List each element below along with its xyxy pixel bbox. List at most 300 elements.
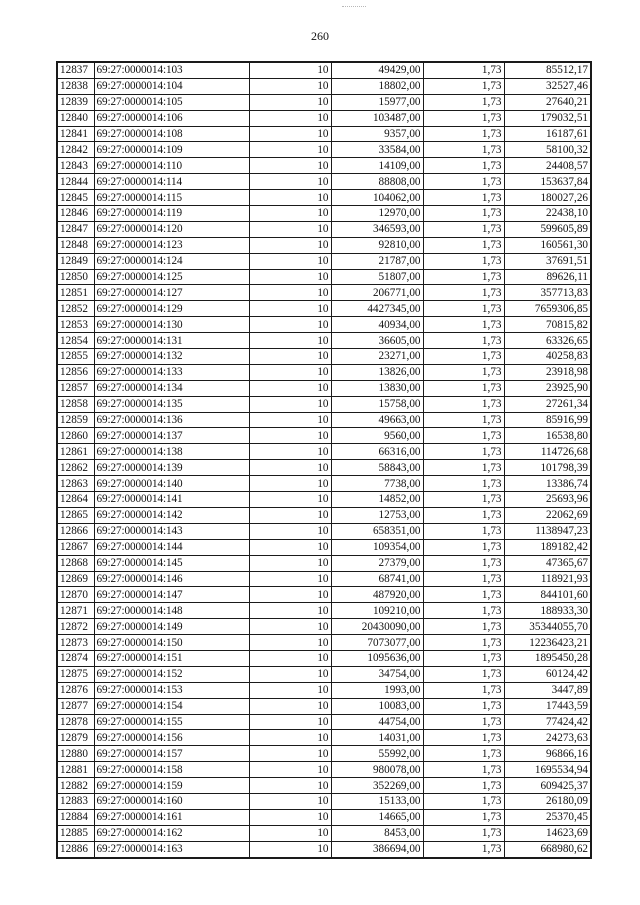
row-number-cell: 12839 <box>57 94 94 110</box>
cadastral-number-cell: 69:27:0000014:153 <box>94 682 249 698</box>
rate-cell: 10 <box>249 62 331 78</box>
cadastral-number-cell: 69:27:0000014:119 <box>94 206 249 222</box>
row-number-cell: 12856 <box>57 364 94 380</box>
table-row <box>57 444 591 460</box>
cadastral-number-cell: 69:27:0000014:127 <box>94 285 249 301</box>
cadastral-number-cell: 69:27:0000014:108 <box>94 126 249 142</box>
tax-amount-cell: 357713,83 <box>504 285 591 301</box>
tax-amount-cell: 118921,93 <box>504 571 591 587</box>
table-row <box>57 221 591 237</box>
rate-cell: 10 <box>249 206 331 222</box>
tax-amount-cell: 37691,51 <box>504 253 591 269</box>
cadastral-number-cell: 69:27:0000014:123 <box>94 237 249 253</box>
value-cell: 206771,00 <box>331 285 423 301</box>
row-number-cell: 12838 <box>57 78 94 94</box>
row-number-cell: 12874 <box>57 650 94 666</box>
cadastral-number-cell: 69:27:0000014:143 <box>94 523 249 539</box>
cadastral-number-cell: 69:27:0000014:137 <box>94 428 249 444</box>
value-cell: 13830,00 <box>331 380 423 396</box>
cadastral-number-cell: 69:27:0000014:147 <box>94 587 249 603</box>
table-row <box>57 349 591 365</box>
table-row <box>57 158 591 174</box>
rate-cell: 10 <box>249 349 331 365</box>
tax-amount-cell: 32527,46 <box>504 78 591 94</box>
coefficient-cell: 1,73 <box>423 635 504 651</box>
row-number-cell: 12881 <box>57 762 94 778</box>
row-number-cell: 12844 <box>57 174 94 190</box>
row-number-cell: 12842 <box>57 142 94 158</box>
table-row <box>57 587 591 603</box>
tax-amount-cell: 23918,98 <box>504 364 591 380</box>
coefficient-cell: 1,73 <box>423 78 504 94</box>
coefficient-cell: 1,73 <box>423 364 504 380</box>
row-number-cell: 12862 <box>57 460 94 476</box>
page-number: 260 <box>311 29 329 43</box>
row-number-cell: 12843 <box>57 158 94 174</box>
table-row <box>57 174 591 190</box>
table-row <box>57 825 591 841</box>
cadastral-number-cell: 69:27:0000014:109 <box>94 142 249 158</box>
value-cell: 51807,00 <box>331 269 423 285</box>
cadastral-number-cell: 69:27:0000014:151 <box>94 650 249 666</box>
table-row <box>57 237 591 253</box>
rate-cell: 10 <box>249 746 331 762</box>
value-cell: 4427345,00 <box>331 301 423 317</box>
row-number-cell: 12859 <box>57 412 94 428</box>
row-number-cell: 12837 <box>57 62 94 78</box>
table-row <box>57 476 591 492</box>
rate-cell: 10 <box>249 269 331 285</box>
coefficient-cell: 1,73 <box>423 333 504 349</box>
row-number-cell: 12853 <box>57 317 94 333</box>
row-number-cell: 12845 <box>57 190 94 206</box>
tax-amount-cell: 14623,69 <box>504 825 591 841</box>
tax-amount-cell: 7659306,85 <box>504 301 591 317</box>
rate-cell: 10 <box>249 825 331 841</box>
cadastral-number-cell: 69:27:0000014:148 <box>94 603 249 619</box>
coefficient-cell: 1,73 <box>423 666 504 682</box>
table-row <box>57 285 591 301</box>
value-cell: 13826,00 <box>331 364 423 380</box>
cadastral-number-cell: 69:27:0000014:138 <box>94 444 249 460</box>
value-cell: 14031,00 <box>331 730 423 746</box>
coefficient-cell: 1,73 <box>423 587 504 603</box>
tax-amount-cell: 25370,45 <box>504 809 591 825</box>
rate-cell: 10 <box>249 762 331 778</box>
tax-amount-cell: 17443,59 <box>504 698 591 714</box>
coefficient-cell: 1,73 <box>423 841 504 857</box>
rate-cell: 10 <box>249 158 331 174</box>
row-number-cell: 12883 <box>57 793 94 809</box>
tax-amount-cell: 16187,61 <box>504 126 591 142</box>
cadastral-number-cell: 69:27:0000014:154 <box>94 698 249 714</box>
coefficient-cell: 1,73 <box>423 301 504 317</box>
rate-cell: 10 <box>249 126 331 142</box>
value-cell: 9357,00 <box>331 126 423 142</box>
value-cell: 658351,00 <box>331 523 423 539</box>
cadastral-number-cell: 69:27:0000014:140 <box>94 476 249 492</box>
scan-speck <box>342 6 366 9</box>
coefficient-cell: 1,73 <box>423 793 504 809</box>
rate-cell: 10 <box>249 221 331 237</box>
rate-cell: 10 <box>249 619 331 635</box>
coefficient-cell: 1,73 <box>423 190 504 206</box>
rate-cell: 10 <box>249 714 331 730</box>
row-number-cell: 12872 <box>57 619 94 635</box>
rate-cell: 10 <box>249 253 331 269</box>
value-cell: 20430090,00 <box>331 619 423 635</box>
cadastral-number-cell: 69:27:0000014:162 <box>94 825 249 841</box>
cadastral-number-cell: 69:27:0000014:152 <box>94 666 249 682</box>
row-number-cell: 12855 <box>57 349 94 365</box>
cadastral-number-cell: 69:27:0000014:129 <box>94 301 249 317</box>
cadastral-number-cell: 69:27:0000014:149 <box>94 619 249 635</box>
tax-amount-cell: 101798,39 <box>504 460 591 476</box>
value-cell: 40934,00 <box>331 317 423 333</box>
cadastral-number-cell: 69:27:0000014:150 <box>94 635 249 651</box>
value-cell: 55992,00 <box>331 746 423 762</box>
table-row <box>57 126 591 142</box>
tax-amount-cell: 16538,80 <box>504 428 591 444</box>
cadastral-number-cell: 69:27:0000014:110 <box>94 158 249 174</box>
row-number-cell: 12880 <box>57 746 94 762</box>
tax-amount-cell: 77424,42 <box>504 714 591 730</box>
coefficient-cell: 1,73 <box>423 492 504 508</box>
coefficient-cell: 1,73 <box>423 237 504 253</box>
value-cell: 49429,00 <box>331 62 423 78</box>
coefficient-cell: 1,73 <box>423 396 504 412</box>
value-cell: 68741,00 <box>331 571 423 587</box>
tax-amount-cell: 3447,89 <box>504 682 591 698</box>
cadastral-number-cell: 69:27:0000014:131 <box>94 333 249 349</box>
table-row <box>57 523 591 539</box>
tax-amount-cell: 179032,51 <box>504 110 591 126</box>
value-cell: 109354,00 <box>331 539 423 555</box>
coefficient-cell: 1,73 <box>423 285 504 301</box>
table-row <box>57 778 591 794</box>
row-number-cell: 12857 <box>57 380 94 396</box>
cadastral-number-cell: 69:27:0000014:144 <box>94 539 249 555</box>
value-cell: 352269,00 <box>331 778 423 794</box>
table-row <box>57 841 591 857</box>
row-number-cell: 12865 <box>57 507 94 523</box>
tax-amount-cell: 40258,83 <box>504 349 591 365</box>
tax-amount-cell: 35344055,70 <box>504 619 591 635</box>
cadastral-number-cell: 69:27:0000014:145 <box>94 555 249 571</box>
row-number-cell: 12858 <box>57 396 94 412</box>
cadastral-number-cell: 69:27:0000014:130 <box>94 317 249 333</box>
value-cell: 18802,00 <box>331 78 423 94</box>
value-cell: 10083,00 <box>331 698 423 714</box>
row-number-cell: 12850 <box>57 269 94 285</box>
rate-cell: 10 <box>249 555 331 571</box>
rate-cell: 10 <box>249 603 331 619</box>
table-row <box>57 396 591 412</box>
row-number-cell: 12866 <box>57 523 94 539</box>
tax-amount-cell: 1138947,23 <box>504 523 591 539</box>
value-cell: 49663,00 <box>331 412 423 428</box>
coefficient-cell: 1,73 <box>423 571 504 587</box>
table-row <box>57 110 591 126</box>
coefficient-cell: 1,73 <box>423 698 504 714</box>
coefficient-cell: 1,73 <box>423 206 504 222</box>
rate-cell: 10 <box>249 635 331 651</box>
registry-table <box>56 61 592 859</box>
tax-amount-cell: 85916,99 <box>504 412 591 428</box>
tax-amount-cell: 25693,96 <box>504 492 591 508</box>
rate-cell: 10 <box>249 190 331 206</box>
rate-cell: 10 <box>249 142 331 158</box>
table-row <box>57 507 591 523</box>
cadastral-number-cell: 69:27:0000014:104 <box>94 78 249 94</box>
rate-cell: 10 <box>249 301 331 317</box>
value-cell: 14665,00 <box>331 809 423 825</box>
rate-cell: 10 <box>249 587 331 603</box>
tax-amount-cell: 153637,84 <box>504 174 591 190</box>
row-number-cell: 12876 <box>57 682 94 698</box>
row-number-cell: 12848 <box>57 237 94 253</box>
row-number-cell: 12868 <box>57 555 94 571</box>
coefficient-cell: 1,73 <box>423 507 504 523</box>
coefficient-cell: 1,73 <box>423 349 504 365</box>
table-row <box>57 206 591 222</box>
tax-amount-cell: 63326,65 <box>504 333 591 349</box>
value-cell: 88808,00 <box>331 174 423 190</box>
rate-cell: 10 <box>249 571 331 587</box>
row-number-cell: 12885 <box>57 825 94 841</box>
tax-amount-cell: 1895450,28 <box>504 650 591 666</box>
row-number-cell: 12870 <box>57 587 94 603</box>
rate-cell: 10 <box>249 682 331 698</box>
tax-amount-cell: 58100,32 <box>504 142 591 158</box>
value-cell: 92810,00 <box>331 237 423 253</box>
tax-amount-cell: 189182,42 <box>504 539 591 555</box>
cadastral-number-cell: 69:27:0000014:158 <box>94 762 249 778</box>
table-row <box>57 412 591 428</box>
cadastral-number-cell: 69:27:0000014:156 <box>94 730 249 746</box>
coefficient-cell: 1,73 <box>423 412 504 428</box>
row-number-cell: 12847 <box>57 221 94 237</box>
value-cell: 487920,00 <box>331 587 423 603</box>
row-number-cell: 12860 <box>57 428 94 444</box>
coefficient-cell: 1,73 <box>423 825 504 841</box>
value-cell: 14852,00 <box>331 492 423 508</box>
table-row <box>57 730 591 746</box>
cadastral-number-cell: 69:27:0000014:124 <box>94 253 249 269</box>
rate-cell: 10 <box>249 666 331 682</box>
value-cell: 104062,00 <box>331 190 423 206</box>
coefficient-cell: 1,73 <box>423 253 504 269</box>
table-row <box>57 364 591 380</box>
table-row <box>57 746 591 762</box>
row-number-cell: 12861 <box>57 444 94 460</box>
rate-cell: 10 <box>249 492 331 508</box>
row-number-cell: 12879 <box>57 730 94 746</box>
coefficient-cell: 1,73 <box>423 730 504 746</box>
row-number-cell: 12884 <box>57 809 94 825</box>
value-cell: 12753,00 <box>331 507 423 523</box>
tax-amount-cell: 96866,16 <box>504 746 591 762</box>
coefficient-cell: 1,73 <box>423 555 504 571</box>
table-row <box>57 635 591 651</box>
tax-amount-cell: 24408,57 <box>504 158 591 174</box>
row-number-cell: 12882 <box>57 778 94 794</box>
value-cell: 34754,00 <box>331 666 423 682</box>
rate-cell: 10 <box>249 412 331 428</box>
cadastral-number-cell: 69:27:0000014:146 <box>94 571 249 587</box>
table-row <box>57 809 591 825</box>
coefficient-cell: 1,73 <box>423 476 504 492</box>
table-row <box>57 269 591 285</box>
table-row <box>57 460 591 476</box>
tax-amount-cell: 26180,09 <box>504 793 591 809</box>
rate-cell: 10 <box>249 364 331 380</box>
value-cell: 36605,00 <box>331 333 423 349</box>
rate-cell: 10 <box>249 317 331 333</box>
tax-amount-cell: 27261,34 <box>504 396 591 412</box>
value-cell: 9560,00 <box>331 428 423 444</box>
tax-amount-cell: 188933,30 <box>504 603 591 619</box>
coefficient-cell: 1,73 <box>423 746 504 762</box>
table-row <box>57 142 591 158</box>
row-number-cell: 12871 <box>57 603 94 619</box>
table-row <box>57 603 591 619</box>
table-row <box>57 94 591 110</box>
row-number-cell: 12846 <box>57 206 94 222</box>
cadastral-number-cell: 69:27:0000014:133 <box>94 364 249 380</box>
table-row <box>57 714 591 730</box>
value-cell: 7073077,00 <box>331 635 423 651</box>
value-cell: 15758,00 <box>331 396 423 412</box>
cadastral-number-cell: 69:27:0000014:155 <box>94 714 249 730</box>
rate-cell: 10 <box>249 793 331 809</box>
tax-amount-cell: 85512,17 <box>504 62 591 78</box>
table-row <box>57 793 591 809</box>
value-cell: 33584,00 <box>331 142 423 158</box>
tax-amount-cell: 599605,89 <box>504 221 591 237</box>
cadastral-number-cell: 69:27:0000014:125 <box>94 269 249 285</box>
coefficient-cell: 1,73 <box>423 380 504 396</box>
table-row <box>57 190 591 206</box>
coefficient-cell: 1,73 <box>423 126 504 142</box>
rate-cell: 10 <box>249 444 331 460</box>
cadastral-number-cell: 69:27:0000014:115 <box>94 190 249 206</box>
rate-cell: 10 <box>249 476 331 492</box>
cadastral-number-cell: 69:27:0000014:142 <box>94 507 249 523</box>
value-cell: 386694,00 <box>331 841 423 857</box>
coefficient-cell: 1,73 <box>423 269 504 285</box>
tax-amount-cell: 24273,63 <box>504 730 591 746</box>
cadastral-number-cell: 69:27:0000014:161 <box>94 809 249 825</box>
tax-amount-cell: 114726,68 <box>504 444 591 460</box>
rate-cell: 10 <box>249 650 331 666</box>
row-number-cell: 12873 <box>57 635 94 651</box>
row-number-cell: 12840 <box>57 110 94 126</box>
cadastral-number-cell: 69:27:0000014:163 <box>94 841 249 857</box>
rate-cell: 10 <box>249 841 331 857</box>
coefficient-cell: 1,73 <box>423 317 504 333</box>
rate-cell: 10 <box>249 730 331 746</box>
rate-cell: 10 <box>249 809 331 825</box>
rate-cell: 10 <box>249 698 331 714</box>
table-row <box>57 650 591 666</box>
row-number-cell: 12841 <box>57 126 94 142</box>
cadastral-number-cell: 69:27:0000014:103 <box>94 62 249 78</box>
value-cell: 12970,00 <box>331 206 423 222</box>
value-cell: 103487,00 <box>331 110 423 126</box>
table-row <box>57 333 591 349</box>
coefficient-cell: 1,73 <box>423 523 504 539</box>
row-number-cell: 12851 <box>57 285 94 301</box>
tax-amount-cell: 22062,69 <box>504 507 591 523</box>
tax-amount-cell: 668980,62 <box>504 841 591 857</box>
table-row <box>57 492 591 508</box>
value-cell: 15133,00 <box>331 793 423 809</box>
rate-cell: 10 <box>249 237 331 253</box>
coefficient-cell: 1,73 <box>423 809 504 825</box>
rate-cell: 10 <box>249 507 331 523</box>
table-row <box>57 698 591 714</box>
coefficient-cell: 1,73 <box>423 158 504 174</box>
registry-table-body <box>57 62 591 858</box>
row-number-cell: 12875 <box>57 666 94 682</box>
value-cell: 109210,00 <box>331 603 423 619</box>
coefficient-cell: 1,73 <box>423 650 504 666</box>
table-row <box>57 380 591 396</box>
rate-cell: 10 <box>249 78 331 94</box>
row-number-cell: 12878 <box>57 714 94 730</box>
table-row <box>57 666 591 682</box>
rate-cell: 10 <box>249 110 331 126</box>
value-cell: 44754,00 <box>331 714 423 730</box>
value-cell: 14109,00 <box>331 158 423 174</box>
coefficient-cell: 1,73 <box>423 110 504 126</box>
coefficient-cell: 1,73 <box>423 460 504 476</box>
tax-amount-cell: 27640,21 <box>504 94 591 110</box>
rate-cell: 10 <box>249 380 331 396</box>
rate-cell: 10 <box>249 94 331 110</box>
rate-cell: 10 <box>249 396 331 412</box>
coefficient-cell: 1,73 <box>423 762 504 778</box>
rate-cell: 10 <box>249 460 331 476</box>
row-number-cell: 12852 <box>57 301 94 317</box>
tax-amount-cell: 47365,67 <box>504 555 591 571</box>
cadastral-number-cell: 69:27:0000014:132 <box>94 349 249 365</box>
cadastral-number-cell: 69:27:0000014:135 <box>94 396 249 412</box>
coefficient-cell: 1,73 <box>423 778 504 794</box>
cadastral-number-cell: 69:27:0000014:105 <box>94 94 249 110</box>
tax-amount-cell: 844101,60 <box>504 587 591 603</box>
cadastral-number-cell: 69:27:0000014:159 <box>94 778 249 794</box>
table-row <box>57 253 591 269</box>
coefficient-cell: 1,73 <box>423 539 504 555</box>
cadastral-number-cell: 69:27:0000014:120 <box>94 221 249 237</box>
rate-cell: 10 <box>249 333 331 349</box>
coefficient-cell: 1,73 <box>423 682 504 698</box>
value-cell: 980078,00 <box>331 762 423 778</box>
tax-amount-cell: 22438,10 <box>504 206 591 222</box>
coefficient-cell: 1,73 <box>423 62 504 78</box>
row-number-cell: 12863 <box>57 476 94 492</box>
rate-cell: 10 <box>249 428 331 444</box>
row-number-cell: 12869 <box>57 571 94 587</box>
cadastral-number-cell: 69:27:0000014:139 <box>94 460 249 476</box>
coefficient-cell: 1,73 <box>423 714 504 730</box>
coefficient-cell: 1,73 <box>423 428 504 444</box>
row-number-cell: 12854 <box>57 333 94 349</box>
table-row <box>57 762 591 778</box>
coefficient-cell: 1,73 <box>423 221 504 237</box>
